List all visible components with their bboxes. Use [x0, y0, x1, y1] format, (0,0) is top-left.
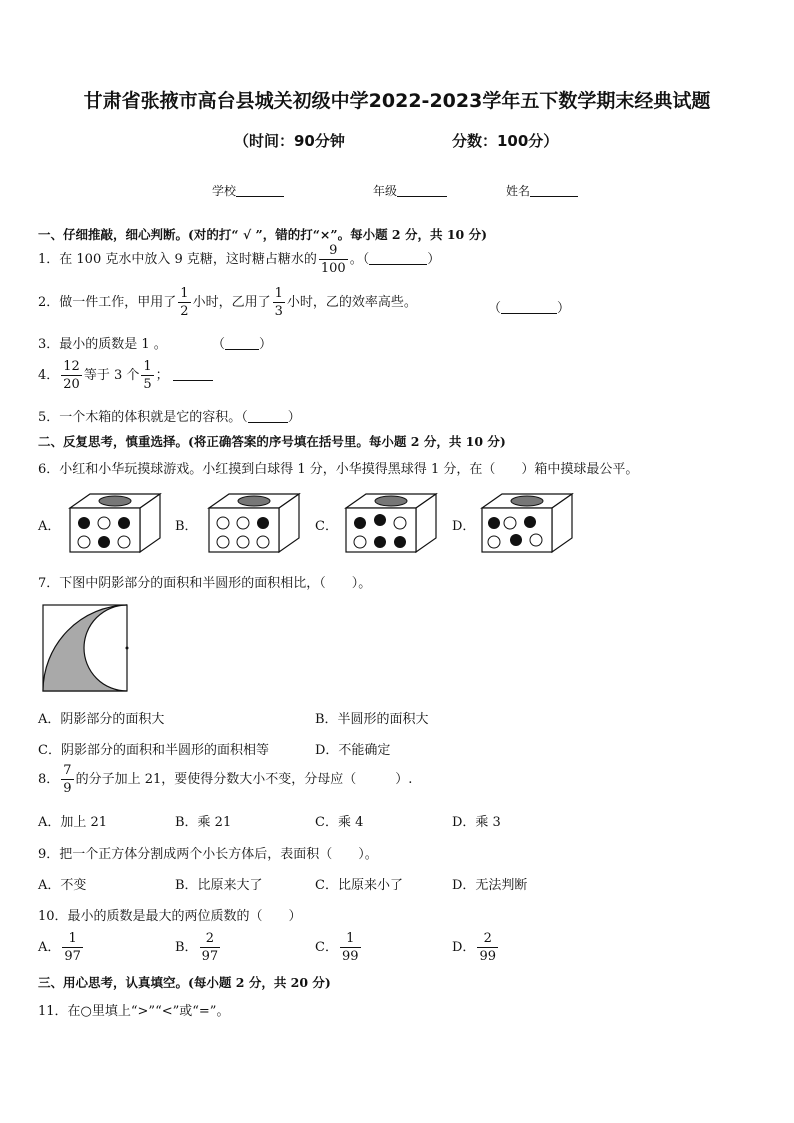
section-2-header: 二、反复思考，慎重选择。(将正确答案的序号填在括号里。每小题 2 分，共 10 分): [38, 434, 506, 449]
ball-box-d[interactable]: [472, 490, 582, 556]
answer-blank[interactable]: [248, 410, 288, 423]
option-label: D．: [452, 519, 476, 534]
option-b[interactable]: B．半圆形的面积大: [315, 712, 429, 727]
option-d[interactable]: D．乘 3: [452, 815, 501, 830]
name-label: 姓名: [506, 184, 531, 198]
option-c[interactable]: C．比原来小了: [315, 878, 403, 893]
option-b[interactable]: B． $\frac{2}{97}$: [175, 931, 219, 964]
question-8: 8． $\frac{7}{9}$ 的分子加上 21，要使得分数大小不变，分母应（ ）.: [38, 763, 413, 796]
option-label: A．: [38, 519, 61, 534]
option-a[interactable]: A．加上 21: [38, 815, 108, 830]
question-2: 2．做一件工作，甲用了 $\frac{1}{2}$ 小时，乙用了 $\frac{1}{3}$ 小时，乙的效率高些。: [38, 286, 417, 319]
exam-time: （时间：90分钟: [234, 132, 345, 150]
question-10: 10．最小的质数是最大的两位质数的（ ）: [38, 909, 302, 924]
option-a[interactable]: A．不变: [38, 878, 87, 893]
option-label: B．: [175, 519, 198, 534]
option-c[interactable]: C． $\frac{1}{99}$: [315, 931, 359, 964]
shaded-square-figure: [40, 602, 132, 694]
fraction: $\frac{9}{100}$: [320, 243, 346, 276]
option-c[interactable]: C．阴影部分的面积和半圆形的面积相等: [38, 743, 269, 758]
option-d[interactable]: D．不能确定: [315, 743, 391, 758]
ball-box-c[interactable]: [336, 490, 446, 556]
exam-score: 分数：100分）: [452, 132, 559, 150]
ball-box-a[interactable]: [60, 490, 170, 556]
option-d[interactable]: D．无法判断: [452, 878, 528, 893]
question-11: 11．在○里填上“>”“<”或“=”。: [38, 1004, 230, 1019]
ball-box-b[interactable]: [199, 490, 309, 556]
option-d[interactable]: D． $\frac{2}{99}$: [452, 931, 496, 964]
question-3: 3．最小的质数是 1 。: [38, 337, 167, 352]
school-field[interactable]: [212, 182, 284, 199]
option-a[interactable]: A．阴影部分的面积大: [38, 712, 165, 727]
question-5: 5．一个木箱的体积就是它的容积。（ ）: [38, 410, 301, 425]
section-3-header: 三、用心思考，认真填空。(每小题 2 分，共 20 分): [38, 975, 331, 990]
question-7: 7．下图中阴影部分的面积和半圆形的面积相比，（ ）。: [38, 576, 372, 591]
section-1-header: 一、仔细推敲，细心判断。(对的打“ √ ”，错的打“×”。每小题 2 分，共 10 分): [38, 227, 487, 242]
answer-paren-3[interactable]: （ ）: [212, 337, 273, 352]
option-b[interactable]: B．乘 21: [175, 815, 232, 830]
option-a[interactable]: A． $\frac{1}{97}$: [38, 931, 81, 964]
question-1: 1．在 100 克水中放入 9 克糖，这时糖占糖水的 $\frac{9}{100}$ 。（ ）: [38, 243, 441, 276]
school-label: 学校: [212, 184, 237, 198]
grade-field[interactable]: [373, 182, 447, 199]
name-field[interactable]: [506, 182, 578, 199]
grade-label: 年级: [373, 184, 398, 198]
answer-blank[interactable]: [369, 252, 427, 265]
answer-blank[interactable]: [173, 368, 213, 381]
option-b[interactable]: B．比原来大了: [175, 878, 263, 893]
answer-paren-2[interactable]: （ ）: [488, 301, 571, 316]
question-9: 9．把一个正方体分割成两个小长方体后，表面积（ ）。: [38, 847, 378, 862]
option-c[interactable]: C．乘 4: [315, 815, 364, 830]
question-4: 4． $\frac{12}{20}$ 等于 3 个 $\frac{1}{5}$ ；: [38, 360, 213, 391]
question-6: 6．小红和小华玩摸球游戏。小红摸到白球得 1 分，小华摸得黑球得 1 分，在（ ）箱中摸球最公平。: [38, 462, 639, 477]
page-title: 甘肃省张掖市高台县城关初级中学2022-2023学年五下数学期末经典试题: [83, 90, 711, 112]
option-label: C．: [315, 519, 338, 534]
